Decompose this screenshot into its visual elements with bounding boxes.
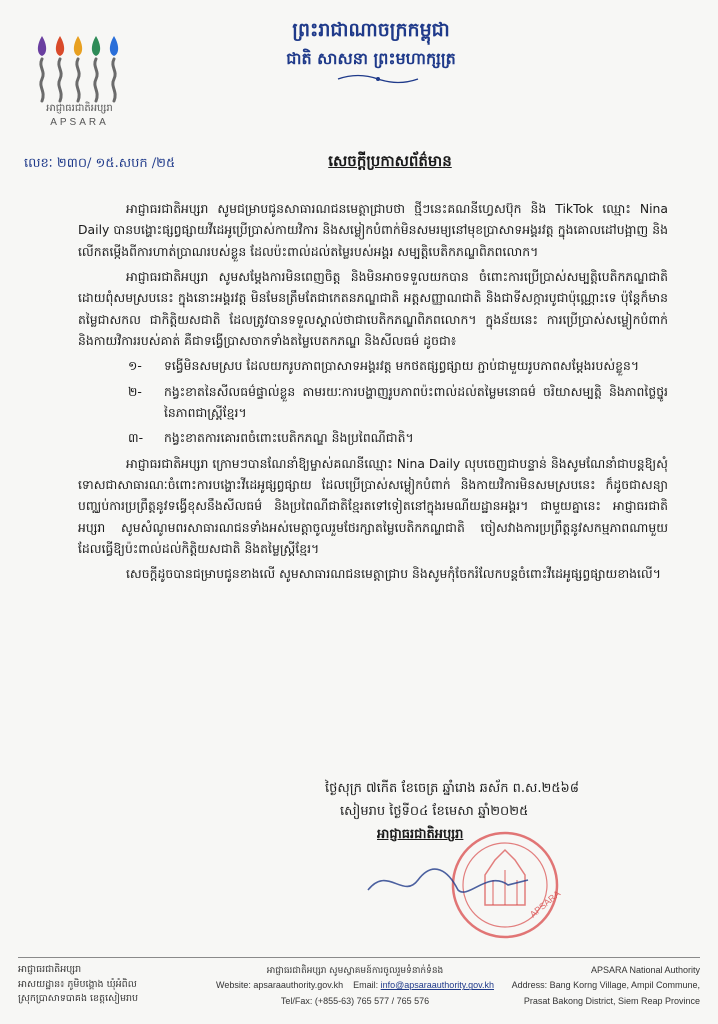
footer-divider	[18, 957, 700, 958]
logo-name-en: APSARA	[50, 117, 109, 128]
list-item-text: ទង្វើមិនសមស្រប ដែលយករូបភាពប្រាសាទអង្គរវត្ត មកថតផ្សព្វផ្សាយ ភ្ជាប់ជាមួយរូបភាពសម្តែងរបស់ខ្លួន។	[164, 358, 640, 374]
footer-address-en	[500, 963, 700, 1009]
list-item-text: កង្វះខាតការគោរពចំពោះបេតិកភណ្ឌ និងប្រពៃណីជាតិ។	[164, 430, 414, 446]
list-item	[114, 381, 668, 424]
email-label: Email:	[353, 980, 379, 991]
paragraph-4: សេចក្តីដូចបានជម្រាបជូនខាងលើ សូមសាធារណជនមេត្តាជ្រាប និងសូមកុំចែករំលែកបន្តចំពោះវីដេអូផ្សព្វផ្សាយខាងលើ។	[126, 566, 661, 582]
logo-flame	[38, 36, 46, 56]
kingdom-header: ព្រះរាជាណាចក្រកម្ពុជា	[292, 19, 450, 41]
reference-value: ២៣០/ ១៥.សបក	[56, 156, 148, 171]
paragraph-3: អាជ្ញាធរជាតិអប្សរា ក្រោមៗបានណែនាំឱ្យម្ចាស់គណនីឈ្មោះ Nina Daily លុបចេញជាបន្ទាន់ និងសូមណែនាំជាបន្តឱ្យសុំទោសជាសាធារណៈចំពោះការបង្ហោះវីដេអូផ្សព្វផ្សាយ ដែលប្រើប្រាស់សម្លៀកបំពាក់ និងកាយវិការមិនសមស្របនេះ ក៏ដូចជាសន្យាបញ្ឈប់ការប្រព្រឹត្តនូវទង្វើខុសនឹងសីលធម៌ និងប្រពៃណីជាតិខ្មែរតទៅទៀតនៅក្នុងរមណីយដ្ឋានអង្គរ។ ជាមួយគ្នានេះ អាជ្ញាធរជាតិអប្សរា សូមសំណូមពរសាធារណជនទាំងអស់មេត្តាចូលរួមថែរក្សាតម្លៃបេតិកភណ្ឌជាតិ ចៀសវាងការប្រព្រឹត្តនូវសកម្មភាពណាមួយដែលធ្វើឱ្យប៉ះពាល់ដល់កិត្តិយសជាតិ និងតម្លៃស្ត្រីខ្មែរ។	[78, 455, 668, 556]
footer-line: ស្រុកប្រាសាទបាគង ខេត្តសៀមរាប	[18, 993, 139, 1005]
paragraph-2: អាជ្ញាធរជាតិអប្សរា សូមសម្តែងការមិនពេញចិត្ត និងមិនអាចទទួលយកបាន ចំពោះការប្រើប្រាស់សម្បត្តិបេតិកភណ្ឌជាតិដោយពុំសមស្របនេះ ក្នុងនោះអង្គរវត្ត មិនមែនត្រឹមតែជាកេតនភណ្ឌជាតិ អត្តសញ្ញាណជាតិ និងជាទីសក្ការបូជាប៉ុណ្ណោះទេ ប៉ុន្តែក៏មានតម្លៃជាសកល ជាកិត្តិយសជាតិ ដែលត្រូវបានទទួលស្គាល់ថាជាបេតិកភណ្ឌពិភពលោក។ ក្នុងន័យនេះ ការប្រើប្រាស់សម្លៀកបំពាក់ និងកាយវិការរបស់គាត់ គឺជាទង្វើប្រាសចាកទាំងតម្លៃបេតកភណ្ឌ និងសីលធម៌ ដូចជា៖	[78, 268, 668, 348]
list-item-number: ៣-	[128, 430, 144, 446]
national-motto: ជាតិ សាសនា ព្រះមហាក្សត្រ	[286, 49, 456, 68]
footer-line: Prasat Bakong District, Siem Reap Province	[523, 995, 700, 1006]
list-item	[114, 427, 668, 448]
footer-contact	[210, 963, 500, 1009]
email-link[interactable]: info@apsaraauthority.gov.kh	[380, 980, 494, 991]
tel-fax: Tel/Fax: (+855-63) 765 577 / 765 576	[280, 995, 430, 1006]
footer-line: អាជ្ញាធរជាតិអប្សរា	[18, 964, 82, 975]
logo-name-km: អាជ្ញាធរជាតិអប្សរា	[46, 103, 113, 114]
ornament-divider	[333, 72, 423, 86]
list-item-text: កង្វះខាតនៃសីលធម៌ផ្ទាល់ខ្លួន តាមរយៈការបង្ហាញរូបភាពប៉ះពាល់ដល់តម្លៃមនោធម៌ ចរិយាសម្បត្តិ និងភាពថ្លៃថ្នូរនៃភាពជាស្ត្រីខ្មែរ។	[164, 383, 668, 420]
footer-line: Address: Bang Korng Village, Ampil Commune,	[511, 980, 700, 991]
reference-number	[24, 155, 175, 174]
seal-text: APSARA	[527, 888, 563, 920]
reference-label: លេខៈ	[24, 156, 53, 171]
footer-contact-title: អាជ្ញាធរជាតិអប្សរា សូមស្វាគមន៍ការចូលរួមទំនាក់ទំនង	[266, 965, 444, 975]
list-item-number: ១-	[128, 358, 142, 374]
list-item-number: ២-	[128, 383, 142, 399]
document-title: សេចក្តីប្រកាសព័ត៌មាន	[328, 152, 452, 170]
paragraph-1: អាជ្ញាធរជាតិអប្សរា សូមជម្រាបជូនសាធារណជនមេត្តាជ្រាបថា ថ្មីៗនេះគណនីហ្វេសប៊ុក និង TikTok ឈ្មោះ Nina Daily បានបង្ហោះផ្សព្វផ្សាយវីដេអូប្រើប្រាស់កាយវិការ និងសម្លៀកបំពាក់មិនសមរម្យនៅមុខប្រាសាទអង្គរវត្ត ក្នុងគោលដៅបង្អាញ និងលើកតម្កើងពីការហាត់ប្រាណរបស់ខ្លួន ដែលប៉ះពាល់ដល់តម្លៃរបស់អង្គរ សម្បត្តិបេតិកភណ្ឌពិភពលោក។	[78, 201, 668, 259]
website-link[interactable]: apsaraauthority.gov.kh	[253, 980, 344, 991]
footer-line: APSARA National Authority	[590, 965, 700, 975]
logo-flame	[92, 36, 100, 56]
lunar-date: ថ្ងៃសុក្រ ៧កើត ខែចេត្រ ឆ្នាំរោង ឆស័ក ព.ស.២៥៦៨	[325, 781, 579, 796]
handwritten-signature	[358, 860, 538, 905]
solar-date: សៀមរាប ថ្ងៃទី០៤ ខែមេសា ឆ្នាំ២០២៥	[340, 804, 529, 819]
document-body	[78, 198, 668, 589]
list-item	[114, 355, 668, 376]
logo-flame	[110, 36, 118, 56]
website-label: Website:	[215, 980, 251, 991]
reference-year: /២៥	[151, 156, 176, 171]
footer-address-km	[18, 963, 158, 1007]
logo-flame	[74, 36, 82, 56]
footer-line: អាសយដ្ឋាន៖ ភូមិបង្គោង ឃុំអំពិល	[18, 978, 137, 990]
signer-title: អាជ្ញាធរជាតិអប្សរា	[377, 827, 464, 842]
logo-flame	[56, 36, 64, 56]
